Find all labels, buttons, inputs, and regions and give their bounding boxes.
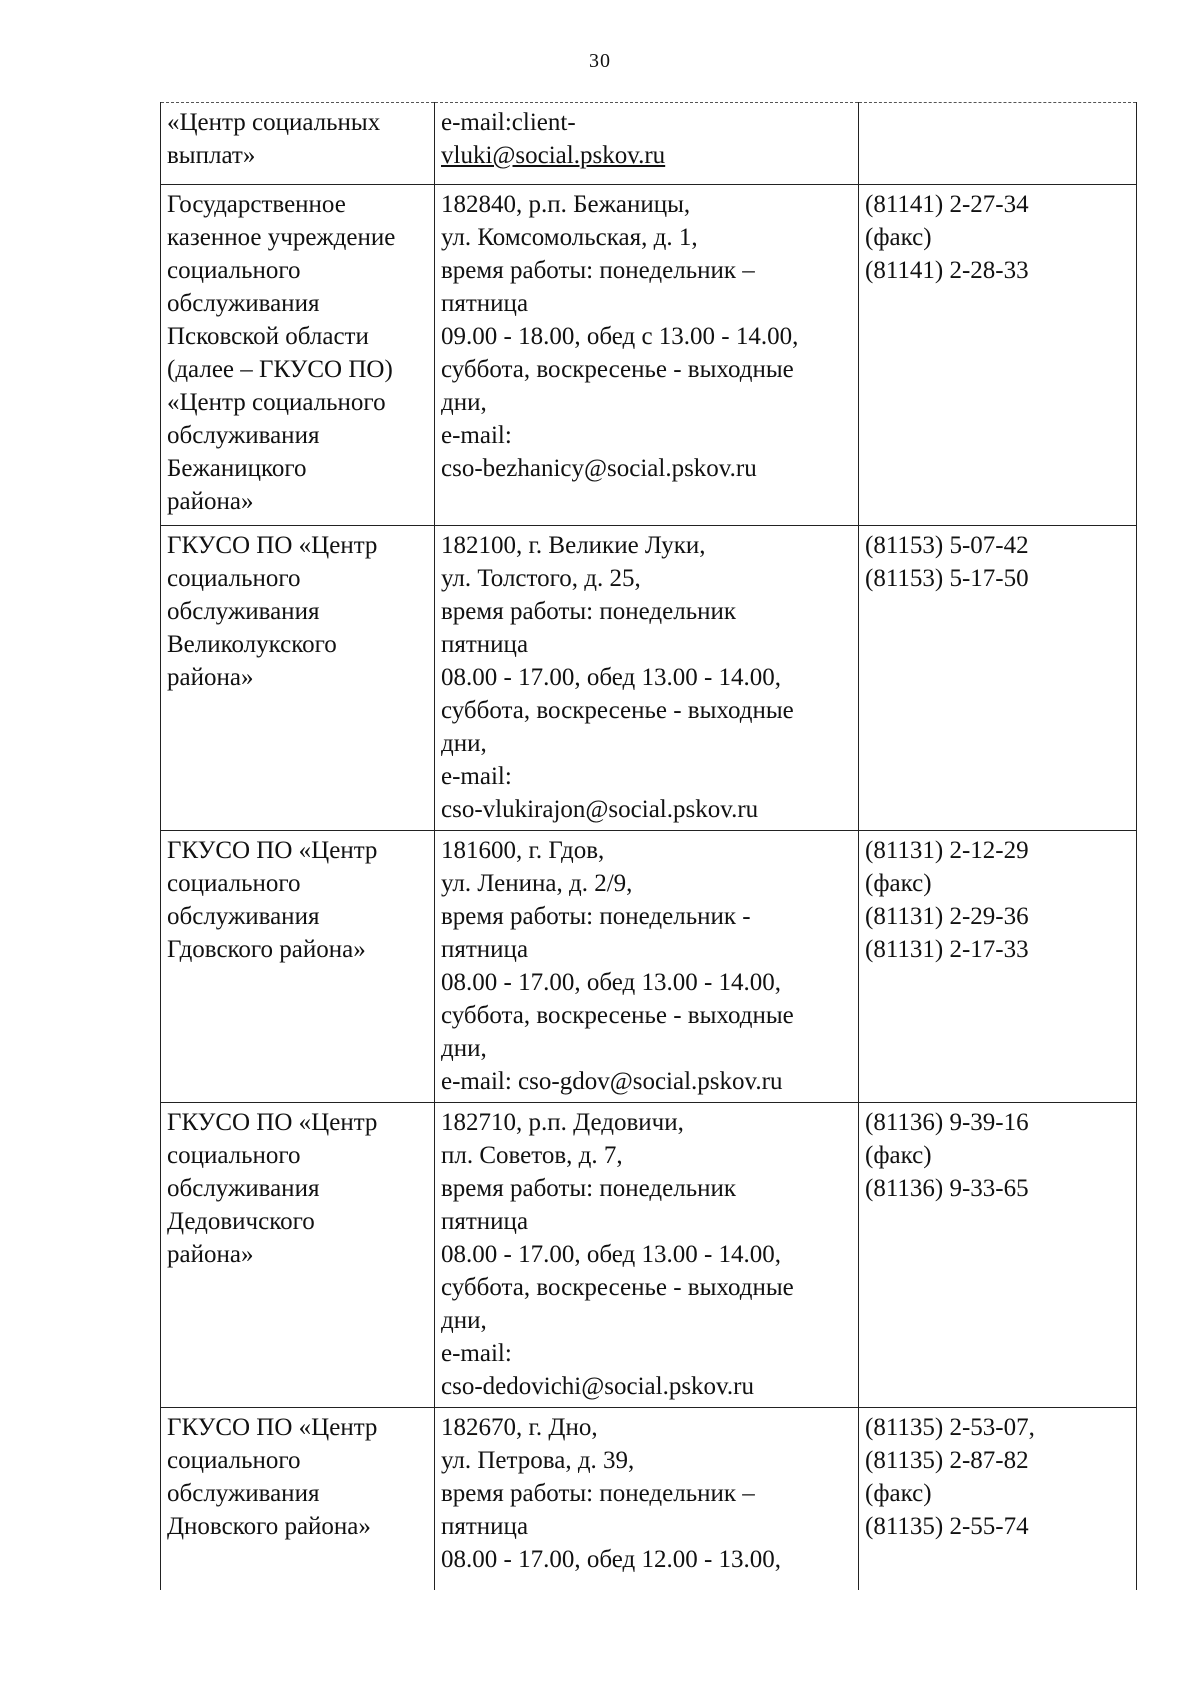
phones-cell: (81131) 2-12-29 (факс) (81131) 2-29-36 (81131) 2-17-33 xyxy=(859,831,1137,1103)
address-text: e-mail:client- xyxy=(441,109,576,136)
org-name-cell: Государственное казенное учреждение социального обслуживания Псковской области (далее – ГКУСО ПО) «Центр социального обслуживания Бежаницкого района» xyxy=(161,185,435,526)
org-name-cell: ГКУСО ПО «Центр социального обслуживания Дновского района» xyxy=(161,1408,435,1590)
table-row xyxy=(161,103,1137,185)
org-name-cell: ГКУСО ПО «Центр социального обслуживания Гдовского района» xyxy=(161,831,435,1103)
phones-cell: (81153) 5-07-42 (81153) 5-17-50 xyxy=(859,526,1137,831)
table-row xyxy=(161,1408,1137,1590)
address-cell: 181600, г. Гдов, ул. Ленина, д. 2/9, время работы: понедельник - пятница 08.00 - 17.00, обед 13.00 - 14.00, суббота, воскресенье - выходные дни, e-mail: cso-gdov@social.pskov.ru xyxy=(435,831,859,1103)
address-cell: 182710, р.п. Дедовичи, пл. Советов, д. 7, время работы: понедельник пятница 08.00 - 17.00, обед 13.00 - 14.00, суббота, воскресенье - выходные дни, e-mail: cso-dedovichi@social.pskov.ru xyxy=(435,1103,859,1408)
table-row xyxy=(161,831,1137,1103)
phones-cell: (81136) 9-39-16 (факс) (81136) 9-33-65 xyxy=(859,1103,1137,1408)
email-link[interactable]: vluki@social.pskov.ru xyxy=(441,142,666,169)
table-row xyxy=(161,185,1137,526)
org-name-cell: «Центр социальных выплат» xyxy=(161,103,435,185)
address-cell: 182840, р.п. Бежаницы, ул. Комсомольская, д. 1, время работы: понедельник – пятница 09.00 - 18.00, обед с 13.00 - 14.00, суббота, воскресенье - выходные дни, e-mail: cso-bezhanicy@social.pskov.ru xyxy=(435,185,859,526)
address-cell: 182670, г. Дно, ул. Петрова, д. 39, время работы: понедельник – пятница 08.00 - 17.00, обед 12.00 - 13.00, xyxy=(435,1408,859,1590)
address-cell: 182100, г. Великие Луки, ул. Толстого, д. 25, время работы: понедельник пятница 08.00 - 17.00, обед 13.00 - 14.00, суббота, воскресенье - выходные дни, e-mail: cso-vlukirajon@social.pskov.ru xyxy=(435,526,859,831)
org-name-cell: ГКУСО ПО «Центр социального обслуживания Дедовичского района» xyxy=(161,1103,435,1408)
phones-cell: (81141) 2-27-34 (факс) (81141) 2-28-33 xyxy=(859,185,1137,526)
phones-cell xyxy=(859,103,1137,185)
address-cell xyxy=(435,103,859,185)
table-row xyxy=(161,1103,1137,1408)
table-row xyxy=(161,526,1137,831)
phones-cell: (81135) 2-53-07, (81135) 2-87-82 (факс) (81135) 2-55-74 xyxy=(859,1408,1137,1590)
institutions-table xyxy=(160,102,1137,1590)
org-name-cell: ГКУСО ПО «Центр социального обслуживания Великолукского района» xyxy=(161,526,435,831)
page-number: 30 xyxy=(589,50,611,72)
